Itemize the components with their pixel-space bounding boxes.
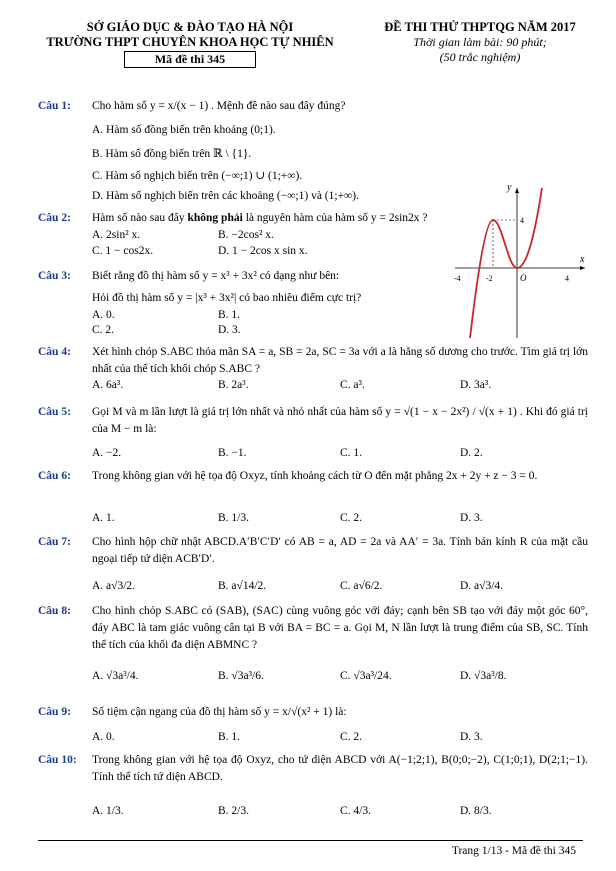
curve <box>470 188 542 338</box>
question-text-2: Hỏi đồ thị hàm số y = |x³ + 3x²| có bao nhiêu điểm cực trị? <box>92 292 362 304</box>
origin-label: O <box>520 273 527 283</box>
question-text: Cho hình chóp S.ABC có (SAB), (SAC) cùng vuông góc với đáy; cạnh bên SB tạo với đáy một góc 60°, đáy ABC là tam giác vuông cân tại B với BA = BC = a. Gọi M, N lần lượt là trung điểm của SB, SC. Tính thể tích của khối đa diện ABMNC ? <box>92 605 588 651</box>
q5-option-a[interactable]: A. −2. <box>92 447 122 459</box>
q6-option-d[interactable]: D. 3. <box>460 512 483 524</box>
q10-option-a[interactable]: A. 1/3. <box>92 805 124 817</box>
q7-option-c[interactable]: C. a√6/2. <box>340 580 383 592</box>
question-text: Cho hàm số y = x/(x − 1) . Mệnh đề nào sau đây đúng? <box>92 100 346 112</box>
question-label: Câu 4: <box>38 346 71 358</box>
q1-option-c[interactable]: C. Hàm số nghịch biến trên (−∞;1) ∪ (1;+∞). <box>92 170 303 182</box>
q4-option-d[interactable]: D. 3a³. <box>460 379 492 391</box>
y-label: y <box>507 182 512 193</box>
q1-option-b[interactable]: B. Hàm số đồng biến trên ℝ \ {1}. <box>92 148 252 160</box>
q3-option-c[interactable]: C. 2. <box>92 324 115 336</box>
q2-option-d[interactable]: D. 1 − 2cos x sin x. <box>218 245 308 257</box>
q8-option-a[interactable]: A. √3a³/4. <box>92 670 139 682</box>
page-footer: Trang 1/13 - Mã đề thi 345 <box>451 845 576 857</box>
q10-option-d[interactable]: D. 8/3. <box>460 805 492 817</box>
y-axis-arrow <box>515 188 519 193</box>
question-4 <box>38 344 588 378</box>
tick-x4: 4 <box>565 274 569 283</box>
q6-option-b[interactable]: B. 1/3. <box>218 512 249 524</box>
question-label: Câu 6: <box>38 470 71 482</box>
q1-option-a[interactable]: A. Hàm số đồng biến trên khoảng (0;1). <box>92 124 276 136</box>
question-8 <box>38 603 588 654</box>
q3-option-d[interactable]: D. 3. <box>218 324 241 336</box>
q5-option-b[interactable]: B. −1. <box>218 447 247 459</box>
question-text: Trong không gian với hệ tọa độ Oxyz, tính khoảng cách từ O đến mặt phẳng 2x + 2y + z − 3 = 0. <box>92 470 538 482</box>
q7-option-a[interactable]: A. a√3/2. <box>92 580 136 592</box>
q1-option-d[interactable]: D. Hàm số nghịch biến trên các khoảng (−∞;1) và (1;+∞). <box>92 190 359 202</box>
tick-y4: 4 <box>520 216 524 225</box>
question-text: Biết rằng đồ thị hàm số y = x³ + 3x² có dạng như bên: <box>92 270 340 282</box>
exam-code-box: Mã đề thi 345 <box>124 51 256 68</box>
q10-option-c[interactable]: C. 4/3. <box>340 805 371 817</box>
question-2 <box>38 210 458 227</box>
question-1 <box>38 98 588 115</box>
question-text-b: là nguyên hàm của hàm số y = 2sin2x ? <box>242 212 428 224</box>
q5-option-d[interactable]: D. 2. <box>460 447 483 459</box>
q9-option-a[interactable]: A. 0. <box>92 731 115 743</box>
q2-option-c[interactable]: C. 1 − cos2x. <box>92 245 154 257</box>
tick-xm2: -2 <box>486 274 493 283</box>
question-7 <box>38 534 588 568</box>
question-text-a: Hàm số nào sau đây <box>92 212 188 224</box>
question-text: Số tiệm cận ngang của đồ thị hàm số y = x/√(x² + 1) là: <box>92 706 347 718</box>
q7-option-b[interactable]: B. a√14/2. <box>218 580 267 592</box>
q9-option-c[interactable]: C. 2. <box>340 731 363 743</box>
question-3 <box>38 268 438 307</box>
question-5 <box>38 404 588 438</box>
question-text-bold: không phải <box>187 212 243 224</box>
q6-option-c[interactable]: C. 2. <box>340 512 363 524</box>
school-name: TRƯỜNG THPT CHUYÊN KHOA HỌC TỰ NHIÊN <box>46 35 334 49</box>
school-header <box>40 20 340 68</box>
footer-divider <box>38 840 583 841</box>
q7-option-d[interactable]: D. a√3/4. <box>460 580 504 592</box>
exam-header <box>370 20 590 65</box>
question-label: Câu 9: <box>38 706 71 718</box>
question-label: Câu 2: <box>38 212 71 224</box>
tick-xm4: -4 <box>454 274 461 283</box>
q3-option-b[interactable]: B. 1. <box>218 309 241 321</box>
exam-count: (50 trắc nghiệm) <box>439 50 521 64</box>
department-name: SỞ GIÁO DỤC & ĐÀO TẠO HÀ NỘI <box>86 20 294 34</box>
q4-option-c[interactable]: C. a³. <box>340 379 365 391</box>
question-label: Câu 1: <box>38 100 71 112</box>
q9-option-d[interactable]: D. 3. <box>460 731 483 743</box>
q2-option-b[interactable]: B. −2cos² x. <box>218 229 274 241</box>
q2-option-a[interactable]: A. 2sin² x. <box>92 229 141 241</box>
question-text: Trong không gian với hệ tọa độ Oxyz, cho tứ diện ABCD với A(−1;2;1), B(0;0;−2), C(1;0;1), D(2;1;−1). Tính thể tích tứ diện ABCD. <box>92 754 588 783</box>
exam-time: Thời gian làm bài: 90 phút; <box>413 35 547 49</box>
exam-title: ĐỀ THI THỬ THPTQG NĂM 2017 <box>384 20 576 34</box>
q5-option-c[interactable]: C. 1. <box>340 447 363 459</box>
question-text: Cho hình hộp chữ nhật ABCD.A′B′C′D′ có AB = a, AD = 2a và AA′ = 3a. Tính bán kính R của mặt cầu ngoại tiếp tứ diện ACB′D′. <box>92 536 588 565</box>
question-text: Gọi M và m lần lượt là giá trị lớn nhất và nhỏ nhất của hàm số y = √(1 − x − 2x²) / √(x + 1) . Khi đó giá trị của M − m là: <box>92 406 588 435</box>
question-label: Câu 5: <box>38 406 71 418</box>
question-10 <box>38 752 588 786</box>
cubic-graph <box>450 180 590 340</box>
q8-option-c[interactable]: C. √3a³/24. <box>340 670 392 682</box>
question-label: Câu 3: <box>38 270 71 282</box>
q6-option-a[interactable]: A. 1. <box>92 512 115 524</box>
q10-option-b[interactable]: B. 2/3. <box>218 805 249 817</box>
x-label: x <box>580 254 585 265</box>
question-6 <box>38 468 588 485</box>
x-axis-arrow <box>580 266 585 270</box>
q4-option-a[interactable]: A. 6a³. <box>92 379 124 391</box>
q4-option-b[interactable]: B. 2a³. <box>218 379 249 391</box>
question-label: Câu 7: <box>38 536 71 548</box>
question-text: Xét hình chóp S.ABC thỏa mãn SA = a, SB = 2a, SC = 3a với a là hằng số dương cho trước. Tìm giá trị lớn nhất của thể tích khối chóp S.ABC ? <box>92 346 588 375</box>
q8-option-d[interactable]: D. √3a³/8. <box>460 670 507 682</box>
question-label: Câu 8: <box>38 605 71 617</box>
question-9 <box>38 704 588 721</box>
question-label: Câu 10: <box>38 754 77 766</box>
q8-option-b[interactable]: B. √3a³/6. <box>218 670 264 682</box>
q3-option-a[interactable]: A. 0. <box>92 309 115 321</box>
q9-option-b[interactable]: B. 1. <box>218 731 241 743</box>
